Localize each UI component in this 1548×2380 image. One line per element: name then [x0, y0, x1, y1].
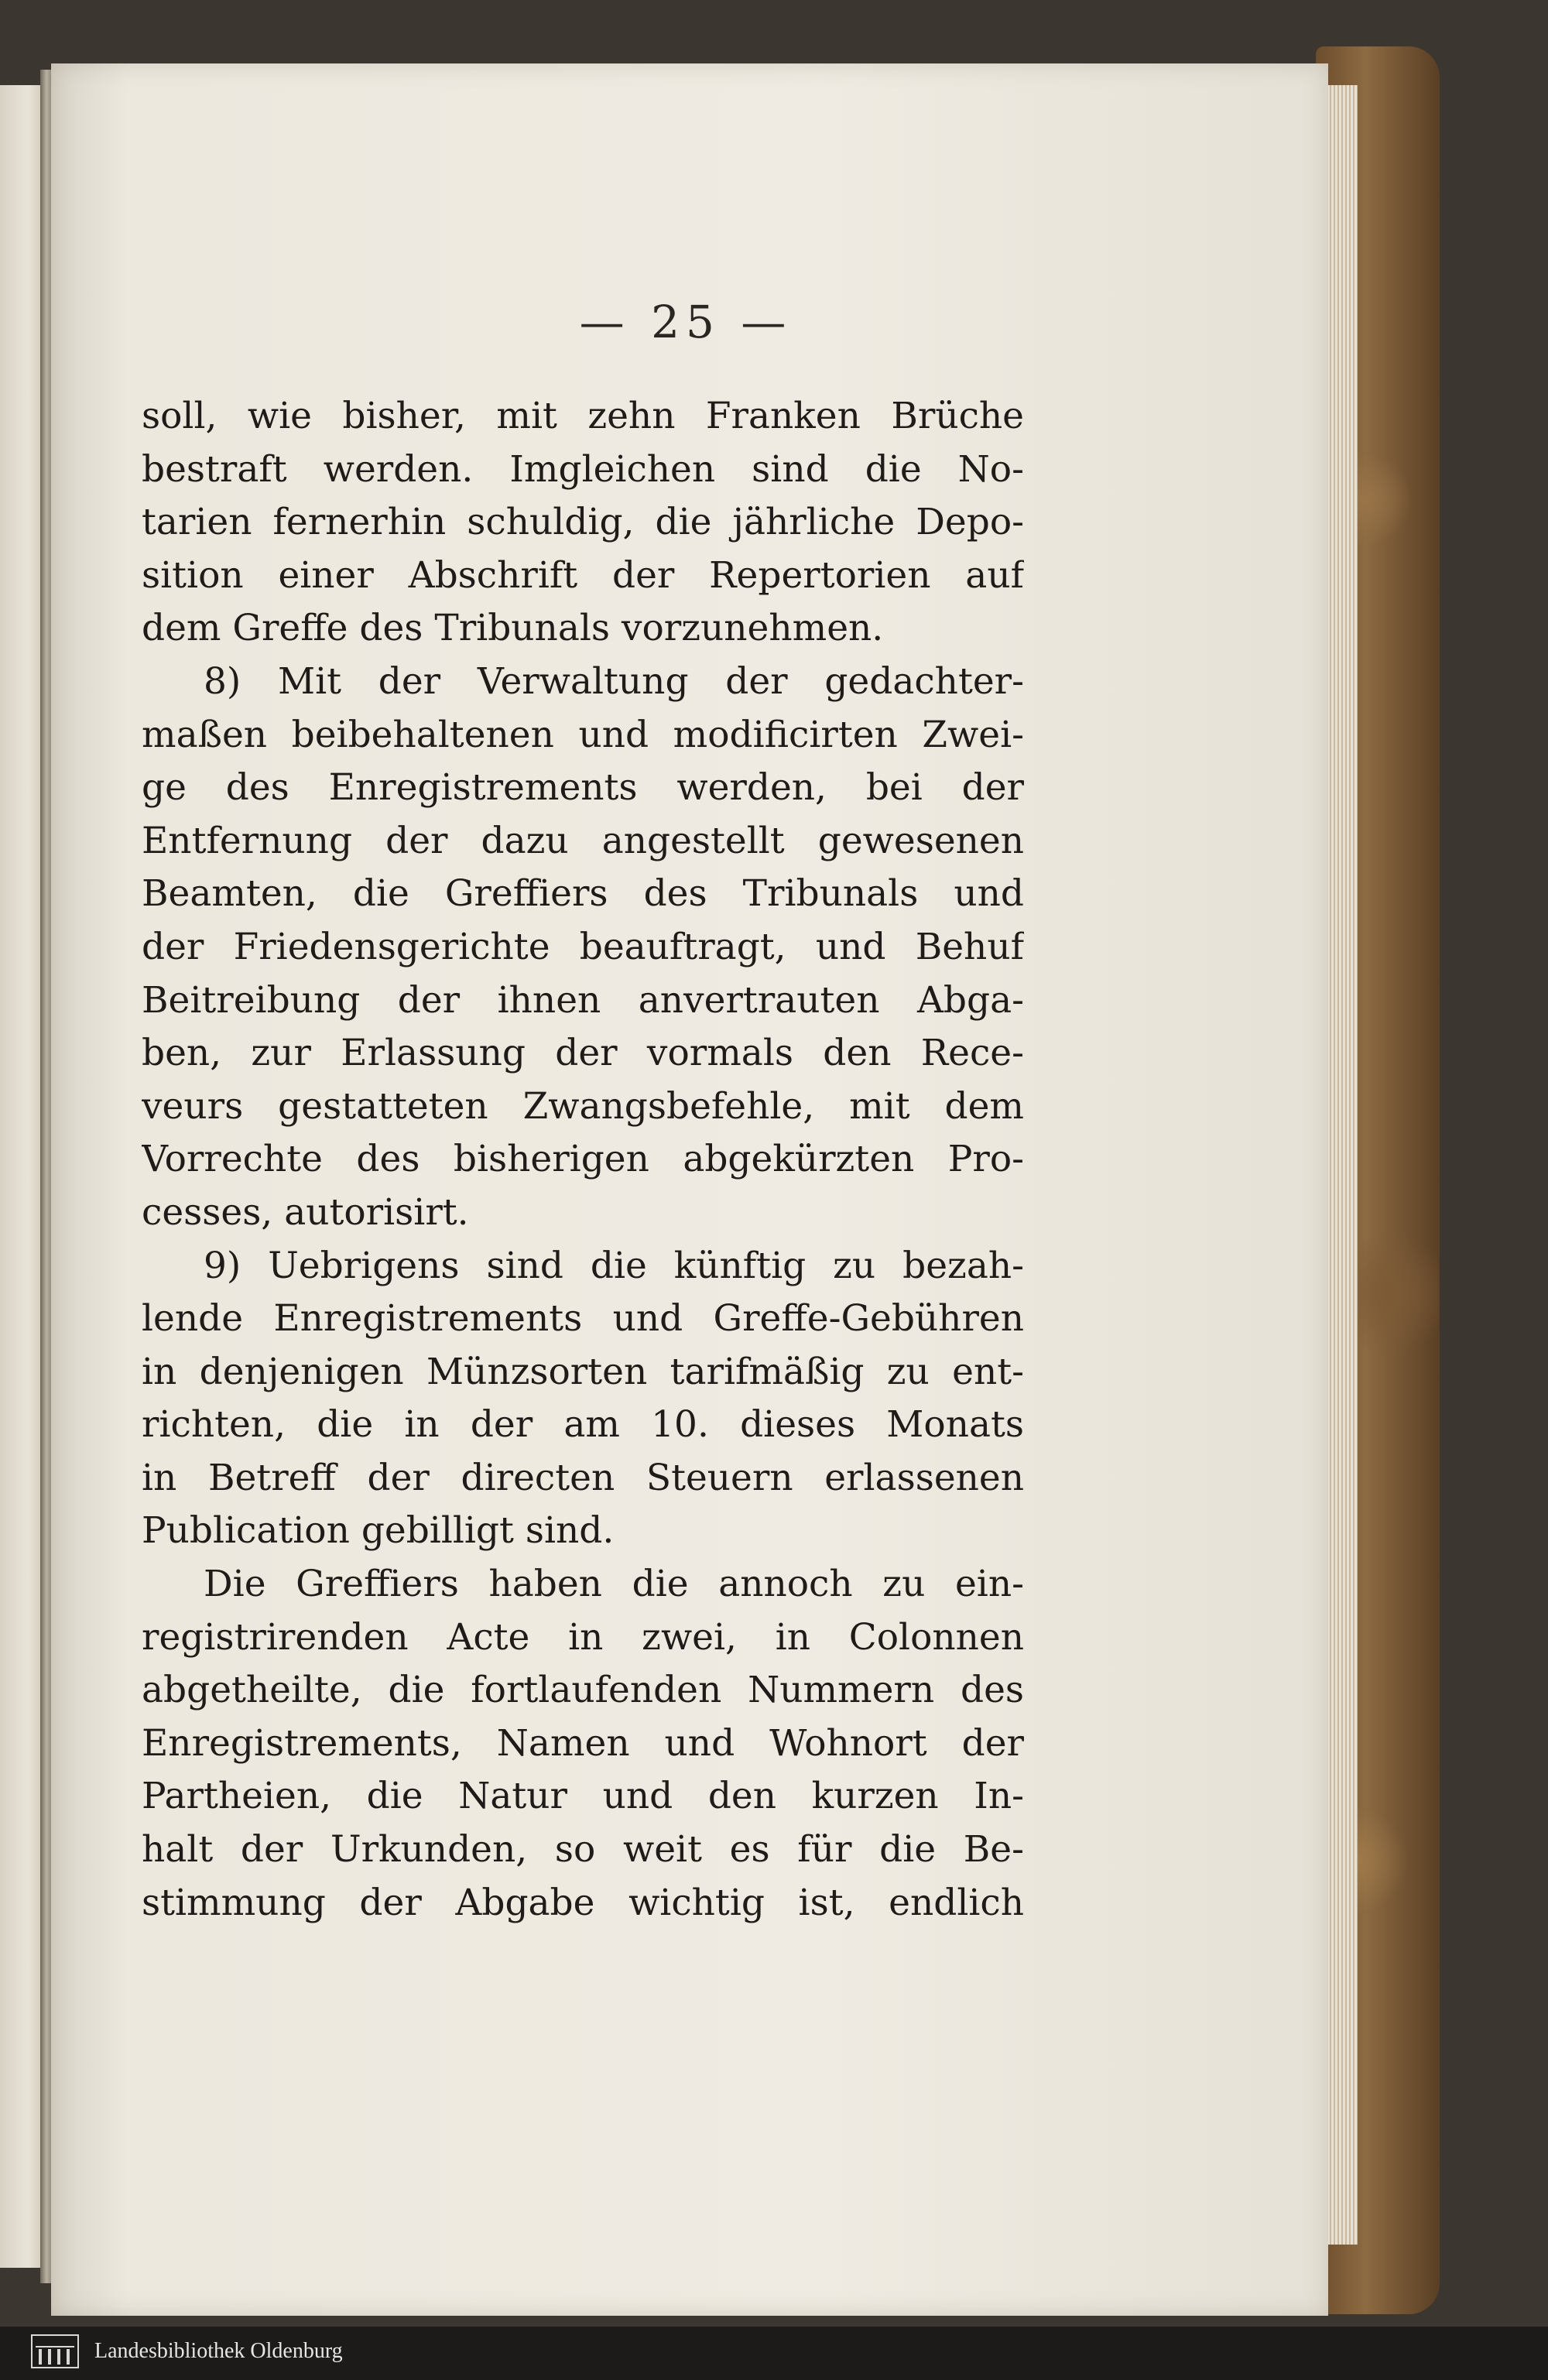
text-line: tarien fernerhin schuldig, die jährliche Depo- — [142, 501, 1024, 544]
text-line: stimmung der Abgabe wichtig ist, endlich — [142, 1881, 1024, 1924]
text-line: Die Greffiers haben die annoch zu ein- — [204, 1563, 1024, 1606]
text-line: soll, wie bisher, mit zehn Franken Brüche — [142, 395, 1024, 437]
text-line: Enregistrements, Namen und Wohnort der — [142, 1721, 1024, 1765]
text-line: maßen beibehaltenen und modificirten Zwei- — [142, 713, 1024, 756]
text-line: cesses, autorisirt. — [142, 1190, 469, 1234]
text-line: halt der Urkunden, so weit es für die Be- — [142, 1828, 1024, 1871]
library-building-icon — [31, 2334, 79, 2368]
text-line: 9) Uebrigens sind die künftig zu bezah- — [204, 1244, 1024, 1287]
text-line: in Betreff der directen Steuern erlassenen — [142, 1456, 1024, 1499]
text-line: bestraft werden. Imgleichen sind die No- — [142, 447, 1024, 491]
left-page-edge — [0, 85, 46, 2268]
text-line: 8) Mit der Verwaltung der gedachter- — [204, 659, 1024, 703]
footer-bar — [0, 2327, 1548, 2380]
text-line: Vorrechte des bisherigen abgekürzten Pro- — [142, 1138, 1024, 1181]
text-line: lende Enregistrements und Greffe-Gebühren — [142, 1297, 1024, 1341]
text-line: in denjenigen Münzsorten tarifmäßig zu ent- — [142, 1350, 1024, 1393]
text-line: abgetheilte, die fortlaufenden Nummern des — [142, 1669, 1024, 1712]
library-name: Landesbibliothek Oldenburg — [94, 2339, 343, 2363]
text-line: ben, zur Erlassung der vormals den Rece- — [142, 1032, 1024, 1075]
text-line: sition einer Abschrift der Repertorien auf — [142, 553, 1024, 597]
text-line: Beamten, die Greffiers des Tribunals und — [142, 872, 1024, 916]
text-line: Partheien, die Natur und den kurzen In- — [142, 1775, 1024, 1818]
text-line: veurs gestatteten Zwangsbefehle, mit dem — [142, 1084, 1024, 1128]
text-line: richten, die in der am 10. dieses Monats — [142, 1403, 1024, 1447]
text-line: registrirenden Acte in zwei, in Colonnen — [142, 1615, 1024, 1659]
text-line: dem Greffe des Tribunals vorzunehmen. — [142, 607, 884, 650]
text-line: Entfernung der dazu angestellt gewesenen — [142, 819, 1024, 862]
text-line: Publication gebilligt sind. — [142, 1509, 615, 1553]
text-line: ge des Enregistrements werden, bei der — [142, 766, 1024, 810]
page-number: — 25 — — [579, 296, 793, 348]
text-line: der Friedensgerichte beauftragt, und Behuf — [142, 925, 1024, 968]
page-text — [142, 390, 1024, 1930]
text-line: Beitreibung der ihnen anvertrauten Abga- — [142, 978, 1024, 1022]
